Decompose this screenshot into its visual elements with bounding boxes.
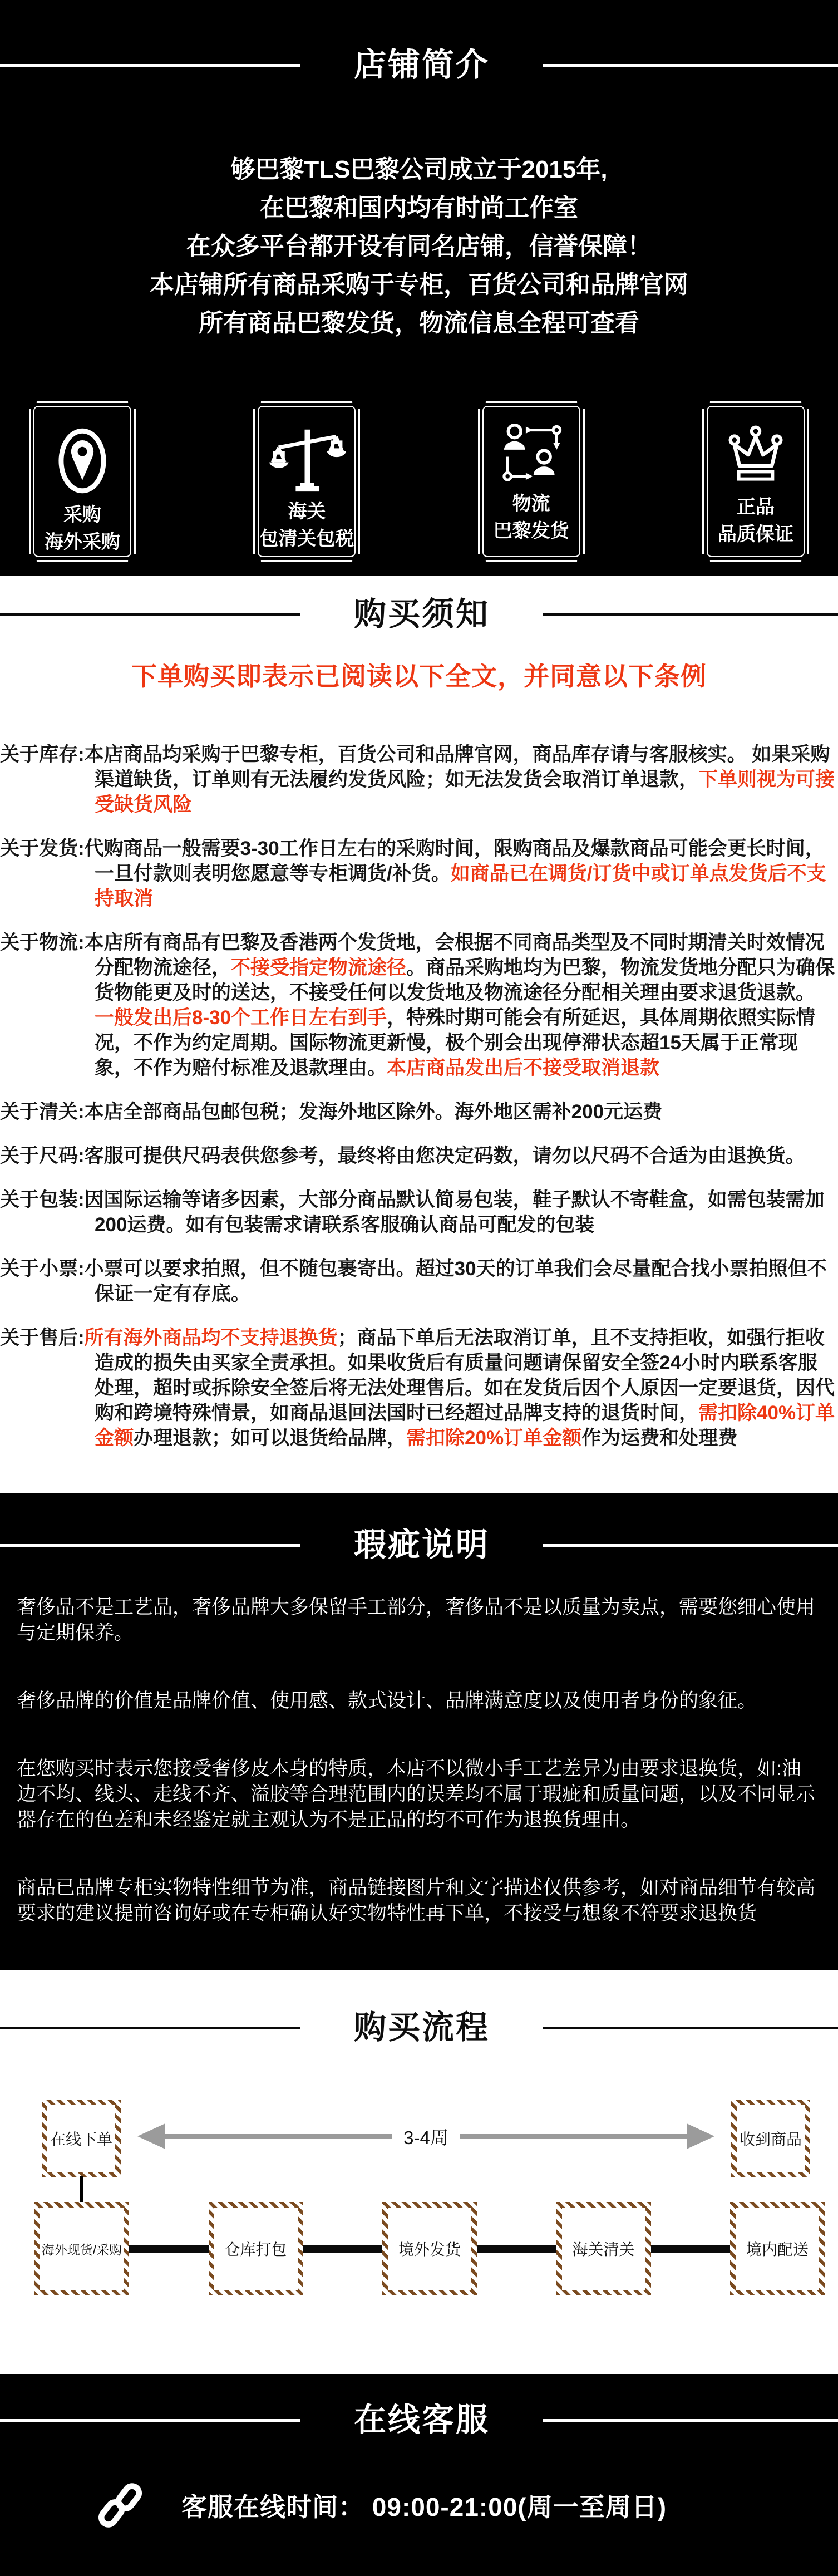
flow-connector	[651, 2245, 731, 2253]
intro-line: 所有商品巴黎发货，物流信息全程可查看	[199, 309, 639, 337]
section-online-service	[0, 2374, 838, 2576]
notice-text-highlight: 下单则视为可接受缺货风险	[95, 769, 835, 815]
intro-line: 在巴黎和国内均有时尚工作室	[260, 194, 578, 222]
feature-box-customs	[253, 401, 360, 562]
flow-step-customs-clearance: 海关清关	[556, 2202, 651, 2295]
header-rule-right	[543, 2419, 838, 2422]
notice-item-stock	[0, 742, 836, 817]
notice-item-customs	[0, 1099, 836, 1124]
service-hours-row	[93, 2479, 838, 2532]
notice-item-logistics	[0, 930, 836, 1080]
notice-item-receipt	[0, 1256, 836, 1306]
location-pin-icon	[51, 420, 114, 502]
header-rule-left	[0, 613, 300, 616]
section-defect-note	[0, 1493, 838, 1970]
chain-link-icon	[93, 2479, 147, 2532]
store-intro-text	[0, 150, 838, 342]
header-rule-right	[543, 64, 838, 67]
notice-text: 本店所有商品有巴黎及香港两个发货地，会根据不同商品类型及不同时期清关时效情况分配物流途径，	[84, 932, 825, 979]
store-intro-header	[0, 48, 838, 82]
intro-line: 够巴黎TLS巴黎公司成立于2015年,	[230, 156, 608, 183]
flow-steps-row	[0, 2202, 838, 2295]
feature-label-2: 包清关包税	[259, 528, 354, 549]
flow-connector	[477, 2245, 556, 2253]
notice-text: 代购商品一般需要3-30工作日左右的采购时间，限购商品及爆款商品可能会更长时间，一旦付款则表明您愿意等专柜调货/补货。	[84, 838, 825, 884]
section-purchase-flow	[0, 1970, 838, 2374]
section-store-intro	[0, 0, 838, 576]
intro-line: 在众多平台都开设有同名店铺，信誉保障！	[186, 233, 652, 260]
notice-list	[0, 742, 838, 1451]
arrow-shaft	[460, 2134, 687, 2139]
flow-connector	[129, 2245, 209, 2253]
notice-label: 关于物流:	[0, 932, 85, 953]
notice-text: 本店全部商品包邮包税；发海外地区除外。海外地区需补200元运费	[84, 1101, 663, 1123]
feature-box-authentic	[702, 401, 809, 562]
feature-box-logistics	[478, 401, 585, 562]
purchase-flow-header	[0, 2010, 838, 2045]
header-rule-right	[543, 2027, 838, 2029]
notice-text: ，特殊时期可能会有所延迟，具体周期依照实际情况，不作为约定周期。国际物流更新慢，极个别会出现停滞状态超15天属于正常现象，不作为赔付标准及退款理由。	[95, 1007, 816, 1079]
notice-text-highlight: 本店商品发出后不接受取消退款	[387, 1057, 660, 1079]
notice-label: 关于库存:	[0, 744, 85, 765]
notice-item-packaging	[0, 1187, 836, 1237]
notice-text: 客服可提供尺码表供您参考，最终将由您决定码数，请勿以尺码不合适为由退换货。	[84, 1145, 805, 1167]
crown-icon	[719, 420, 792, 494]
defect-paragraphs	[0, 1595, 838, 1926]
notice-label: 关于包装:	[0, 1189, 85, 1211]
header-rule-left	[0, 1544, 300, 1547]
header-rule-right	[543, 613, 838, 616]
flow-duration-arrow	[137, 2122, 714, 2151]
purchase-notice-header	[0, 597, 838, 632]
section-title: 在线客服	[354, 2402, 490, 2438]
logistics-flow-icon	[496, 420, 566, 490]
section-title: 瑕疵说明	[354, 1527, 490, 1563]
feature-label-2: 巴黎发货	[493, 520, 569, 542]
notice-text-highlight: 需扣除40%订单金额	[95, 1402, 835, 1449]
notice-text: 作为运费和处理费	[581, 1427, 738, 1449]
defect-paragraph: 商品已品牌专柜实物特性细节为准，商品链接图片和文字描述仅供参考，如对商品细节有较高要求的建议提前咨询好或在专柜确认好实物特性再下单，不接受与想象不符要求退换货	[17, 1877, 816, 1924]
notice-label: 关于售后:	[0, 1327, 85, 1349]
feature-label-1: 正品	[736, 496, 775, 518]
section-purchase-notice	[0, 576, 838, 1493]
service-hours-text: 客服在线时间： 09:00-21:00(周一至周日)	[181, 2493, 667, 2521]
defect-paragraph: 在您购买时表示您接受奢侈皮本身的特质，本店不以微小手工艺差异为由要求退换货，如:油边不均、线头、走线不齐、溢胶等合理范围内的误差均不属于瑕疵和质量问题，以及不同显示器存在的色差和未经鉴定就主观认为不是正品的均不可作为退换货理由。	[17, 1758, 816, 1831]
page-title: 店铺简介	[354, 47, 490, 83]
feature-label-1: 采购	[63, 504, 101, 525]
purchase-flowchart	[0, 2100, 838, 2300]
feature-label-1: 物流	[512, 493, 550, 514]
notice-label: 关于清关:	[0, 1101, 85, 1123]
notice-text: 办理退款；如可以退货给品牌，	[134, 1427, 407, 1449]
notice-label: 关于发货:	[0, 838, 85, 859]
notice-label: 关于尺码:	[0, 1145, 85, 1167]
notice-item-aftersale	[0, 1325, 836, 1451]
flow-step-domestic-delivery: 境内配送	[730, 2202, 825, 2295]
notice-text-highlight: 所有海外商品均不支持退换货	[84, 1327, 338, 1349]
flow-step-packing: 仓库打包	[209, 2202, 303, 2295]
flow-step-overseas-shipping: 境外发货	[382, 2202, 477, 2295]
online-service-header	[0, 2403, 838, 2437]
notice-text-highlight: 一般发出后8-30个工作日左右到手	[95, 1007, 387, 1029]
notice-subtitle: 下单购买即表示已阅读以下全文，并同意以下条例	[131, 662, 707, 691]
notice-label: 关于小票:	[0, 1258, 85, 1280]
header-rule-left	[0, 2027, 300, 2029]
notice-text: 本店商品均采购于巴黎专柜，百货公司和品牌官网，商品库存请与客服核实。 如果采购渠道缺货，订单则有无法履约发货风险；如无法发货会取消订单退款，	[84, 744, 830, 790]
arrow-right-icon	[687, 2123, 714, 2149]
notice-text-highlight: 如商品已在调货/订货中或订单点发货后不支持取消	[95, 863, 826, 910]
notice-text-highlight: 需扣除20%订单金额	[406, 1427, 582, 1449]
feature-label-1: 海关	[288, 501, 326, 522]
notice-text: 因国际运输等诸多因素，大部分商品默认简易包装，鞋子默认不寄鞋盒，如需包装需加200运费。如有包装需求请联系客服确认商品可配发的包装	[84, 1189, 825, 1236]
flow-duration-label: 3-4周	[403, 2127, 448, 2148]
flow-step-sourcing: 海外现货/采购	[34, 2202, 129, 2295]
flow-node-order: 在线下单	[42, 2100, 121, 2177]
notice-item-size	[0, 1143, 836, 1168]
feature-box-purchase	[29, 401, 136, 562]
feature-label-2: 品质保证	[717, 524, 793, 545]
intro-line: 本店铺所有商品采购于专柜，百货公司和品牌官网	[150, 271, 688, 298]
flow-vertical-connector	[80, 2176, 83, 2203]
notice-text: 小票可以要求拍照，但不随包裹寄出。超过30天的订单我们会尽量配合找小票拍照但不保证一定有存底。	[84, 1258, 827, 1305]
defect-note-header	[0, 1528, 838, 1562]
section-title: 购买须知	[354, 596, 490, 632]
flow-node-receive: 收到商品	[731, 2100, 810, 2177]
flow-connector	[303, 2245, 383, 2253]
arrow-shaft	[165, 2134, 392, 2139]
feature-badges	[0, 401, 838, 562]
notice-item-shipping	[0, 836, 836, 911]
notice-text-highlight: 不接受指定物流途径	[231, 957, 407, 979]
notice-text: ；商品下单后无法取消订单，且不支持拒收，如强行拒收造成的损失由买家全责承担。如果收货后有质量问题请保留安全签24小时内联系客服处理，超时或拆除安全签后将无法处理售后。如在发货后因个人原因一定要退货，因代购和跨境特殊情景，如商品退回法国时已经超过品牌支持的退货时间，	[95, 1327, 835, 1424]
header-rule-left	[0, 2419, 300, 2422]
header-rule-left	[0, 64, 300, 67]
defect-paragraph: 奢侈品不是工艺品，奢侈品牌大多保留手工部分，奢侈品不是以质量为卖点，需要您细心使用与定期保养。	[17, 1596, 816, 1644]
scales-icon	[268, 420, 346, 498]
feature-label-2: 海外采购	[45, 532, 120, 553]
notice-text: 。商品采购地均为巴黎，物流发货地分配只为确保货物能更及时的送达，不接受任何以发货地及物流途径分配相关理由要求退货退款。	[95, 957, 835, 1004]
arrow-left-icon	[137, 2123, 165, 2149]
section-title: 购买流程	[354, 2009, 490, 2046]
defect-paragraph: 奢侈品牌的价值是品牌价值、使用感、款式设计、品牌满意度以及使用者身份的象征。	[17, 1690, 757, 1712]
header-rule-right	[543, 1544, 838, 1547]
